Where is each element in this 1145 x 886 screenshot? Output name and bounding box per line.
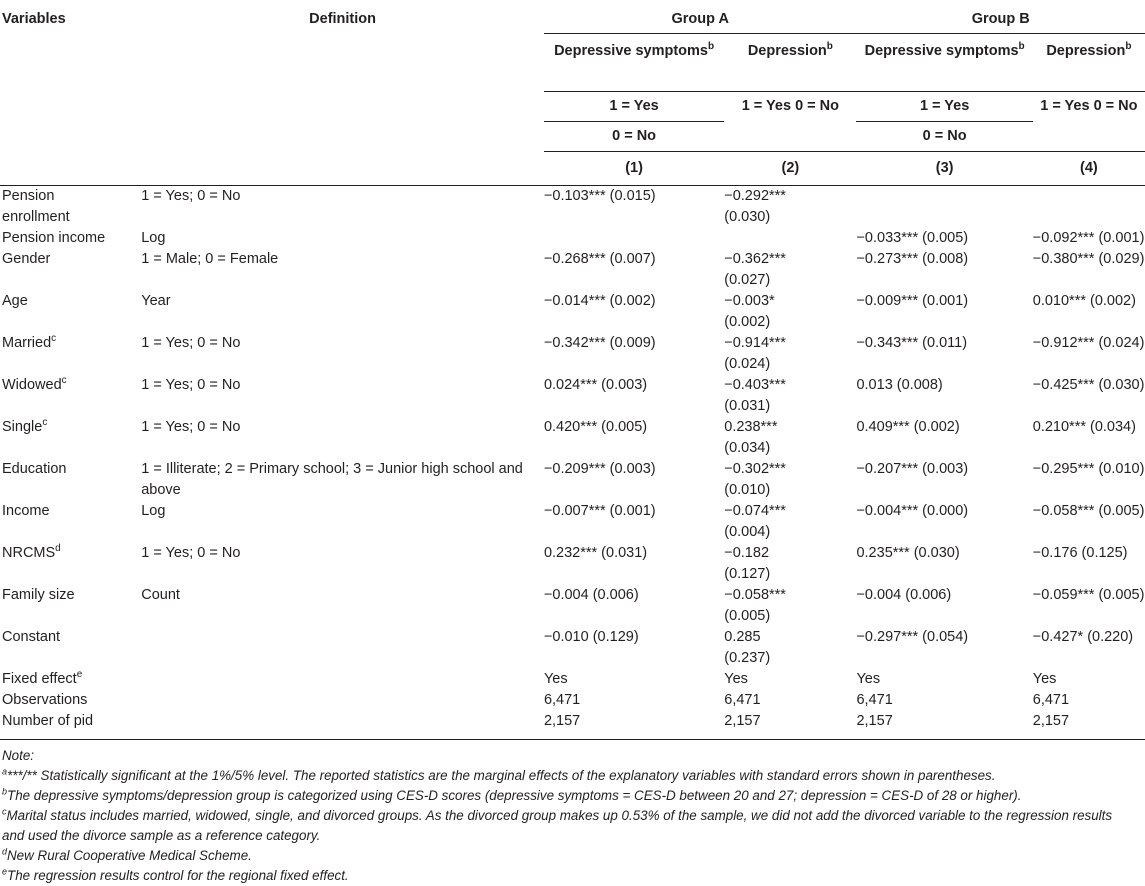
- cell-variable: Income: [2, 503, 50, 519]
- cell-col-3: −0.273*** (0.008): [856, 251, 969, 267]
- cell-definition: 1 = Illiterate; 2 = Primary school; 3 = Junior high school and above: [141, 461, 523, 498]
- header-a-depression: Depression$^b$: [724, 34, 856, 92]
- header-col-4: (4): [1033, 152, 1145, 186]
- cell-col-3: [856, 186, 1032, 229]
- note-d: $^d$New Rural Cooperative Medical Scheme.: [2, 846, 252, 863]
- cell-col-2: −0.074*** (0.004): [724, 503, 786, 540]
- note-e: $^e$The regression results control for the regional fixed effect.: [2, 866, 349, 883]
- cell-col-3: 2,157: [856, 711, 1032, 740]
- cell-col-4: −0.425*** (0.030): [1032, 377, 1145, 393]
- cell-variable: Age: [2, 293, 28, 309]
- header-variables: Variables: [2, 11, 66, 27]
- cell-definition: Year: [141, 293, 171, 309]
- cell-col-1: 0.232*** (0.031): [543, 545, 648, 561]
- header-a1-no: 0 = No: [544, 122, 724, 152]
- cell-col-1: −0.010 (0.129): [543, 629, 639, 645]
- cell-definition: 1 = Yes; 0 = No: [141, 545, 241, 561]
- table-row: [0, 669, 1145, 690]
- cell-col-2: −0.058*** (0.005): [724, 587, 786, 624]
- cell-col-1: −0.342*** (0.009): [543, 335, 656, 351]
- cell-definition: Log: [141, 230, 166, 246]
- header-group-b: Group B: [856, 0, 1145, 34]
- cell-col-3: −0.004*** (0.000): [856, 503, 969, 519]
- cell-variable: Pension enrollment: [2, 188, 70, 225]
- cell-col-3: 6,471: [856, 692, 893, 708]
- cell-col-1: −0.014*** (0.002): [543, 293, 656, 309]
- cell-variable: Observations: [2, 692, 88, 708]
- cell-col-2: 6,471: [724, 692, 761, 708]
- cell-definition: [141, 711, 544, 740]
- cell-col-4: −0.059*** (0.005): [1032, 587, 1145, 603]
- cell-variable: Family size: [2, 587, 75, 603]
- cell-definition: Count: [141, 587, 180, 603]
- cell-col-4: −0.912*** (0.024): [1032, 335, 1145, 351]
- cell-variable: Married$^c$: [2, 333, 57, 351]
- cell-definition: [141, 690, 544, 711]
- cell-definition: [141, 669, 544, 690]
- table-row: [0, 627, 1145, 669]
- table-header: [0, 0, 1145, 186]
- table-row: [0, 375, 1145, 417]
- note-b: $^b$The depressive symptoms/depression group is categorized using CES-D scores (depressive symptoms = CES-D between 20 and 27; depression = CES-D of 28 or higher).: [2, 786, 1022, 803]
- cell-variable: Fixed effect$^e$: [2, 669, 83, 687]
- table-row: [0, 585, 1145, 627]
- cell-col-2: 0.285 (0.237): [724, 629, 771, 666]
- cell-col-3: −0.207*** (0.003): [856, 461, 969, 477]
- cell-col-2: [724, 228, 856, 249]
- header-b3-yes: 1 = Yes: [856, 92, 1032, 122]
- cell-col-3: −0.009*** (0.001): [856, 293, 969, 309]
- cell-col-4: −0.058*** (0.005): [1032, 503, 1145, 519]
- table-row: [0, 228, 1145, 249]
- cell-col-2: −0.182 (0.127): [724, 545, 771, 582]
- note-c: $^c$Marital status includes married, widowed, single, and divorced groups. As the divorced group makes up 0.53% of the sample, we did not add the divorced variable to the regression results and used the divorce sample as a reference category.: [2, 806, 1113, 843]
- table-row: [0, 249, 1145, 291]
- cell-col-2: −0.003* (0.002): [724, 293, 775, 330]
- header-b-depressive-symptoms: Depressive symptoms$^b$: [856, 34, 1032, 92]
- cell-col-3: −0.033*** (0.005): [856, 230, 969, 246]
- cell-col-2: −0.403*** (0.031): [724, 377, 786, 414]
- table-row: [0, 690, 1145, 711]
- cell-variable: Number of pid: [0, 711, 141, 740]
- cell-definition: 1 = Yes; 0 = No: [141, 377, 241, 393]
- cell-col-4: 2,157: [1033, 711, 1145, 740]
- header-b4-yes-no: 1 = Yes 0 = No: [1040, 98, 1138, 115]
- cell-definition: [141, 627, 544, 669]
- cell-col-2: Yes: [724, 671, 748, 687]
- cell-col-2: 2,157: [724, 711, 856, 740]
- cell-col-1: 0.420*** (0.005): [543, 419, 648, 435]
- cell-col-2: −0.292*** (0.030): [724, 188, 786, 225]
- cell-col-1: 2,157: [544, 711, 724, 740]
- cell-col-3: −0.297*** (0.054): [856, 629, 969, 645]
- cell-col-3: −0.343*** (0.011): [856, 335, 968, 351]
- header-group-a: Group A: [544, 0, 857, 34]
- note-title: Note:: [2, 748, 35, 763]
- cell-definition: Log: [141, 503, 166, 519]
- cell-col-4: [1033, 186, 1145, 229]
- header-col-1: (1): [544, 152, 724, 186]
- cell-definition: 1 = Yes; 0 = No: [141, 335, 241, 351]
- cell-col-2: −0.914*** (0.024): [724, 335, 786, 372]
- cell-col-3: 0.235*** (0.030): [856, 545, 960, 561]
- cell-variable: Pension income: [2, 230, 106, 246]
- table-row: [0, 543, 1145, 585]
- table-row: [0, 333, 1145, 375]
- cell-col-1: −0.004 (0.006): [543, 587, 639, 603]
- cell-col-4: 0.010*** (0.002): [1032, 293, 1136, 309]
- cell-variable: Single$^c$: [2, 417, 48, 435]
- cell-col-3: 0.409*** (0.002): [856, 419, 960, 435]
- cell-variable: Education: [2, 461, 67, 477]
- cell-col-4: 6,471: [1032, 692, 1070, 708]
- cell-col-2: −0.362*** (0.027): [724, 251, 786, 288]
- header-col-3: (3): [856, 152, 1032, 186]
- note-a: $^a$***/** Statistically significant at the 1%/5% level. The reported statistics are the marginal effects of the explanatory variables with standard errors shown in parentheses.: [2, 766, 996, 783]
- header-b-depression: Depression$^b$: [1033, 34, 1145, 92]
- cell-variable: NRCMS$^d$: [2, 543, 61, 561]
- header-col-2: (2): [724, 152, 856, 186]
- cell-col-4: −0.295*** (0.010): [1032, 461, 1145, 477]
- cell-col-3: −0.004 (0.006): [856, 587, 952, 603]
- cell-col-3: 0.013 (0.008): [856, 377, 943, 393]
- cell-col-2: −0.302*** (0.010): [724, 461, 786, 498]
- cell-col-4: Yes: [1032, 671, 1057, 687]
- cell-col-4: −0.427* (0.220): [1032, 629, 1134, 645]
- cell-variable: Gender: [2, 251, 51, 267]
- cell-col-1: −0.007*** (0.001): [543, 503, 656, 519]
- table-body: [0, 186, 1145, 740]
- header-a1-yes: 1 = Yes: [544, 92, 724, 122]
- table-row: [0, 711, 1145, 740]
- cell-col-4: −0.380*** (0.029): [1032, 251, 1145, 267]
- table-row: [0, 417, 1145, 459]
- cell-col-4: −0.092*** (0.001): [1032, 230, 1145, 246]
- header-a-depressive-symptoms: Depressive symptoms$^b$: [544, 34, 724, 92]
- table-row: [0, 186, 1145, 229]
- cell-col-1: −0.268*** (0.007): [543, 251, 656, 267]
- cell-col-1: [544, 228, 724, 249]
- cell-variable: Widowed$^c$: [2, 375, 67, 393]
- table-row: [0, 501, 1145, 543]
- cell-col-1: −0.209*** (0.003): [543, 461, 656, 477]
- cell-col-1: 0.024*** (0.003): [543, 377, 648, 393]
- table-row: [0, 291, 1145, 333]
- cell-col-3: Yes: [856, 671, 881, 687]
- header-a2-yes-no: 1 = Yes 0 = No: [741, 98, 839, 115]
- cell-col-1: Yes: [543, 671, 568, 687]
- cell-definition: 1 = Yes; 0 = No: [141, 188, 241, 204]
- table-row: [0, 459, 1145, 501]
- cell-col-1: −0.103*** (0.015): [543, 188, 656, 204]
- cell-col-4: 0.210*** (0.034): [1032, 419, 1136, 435]
- header-definition: Definition: [309, 11, 377, 27]
- table-notes: [0, 740, 1137, 886]
- cell-col-1: 6,471: [543, 692, 581, 708]
- header-b3-no: 0 = No: [856, 122, 1032, 152]
- cell-definition: 1 = Male; 0 = Female: [141, 251, 279, 267]
- cell-col-4: −0.176 (0.125): [1032, 545, 1128, 561]
- cell-variable: Constant: [2, 629, 61, 645]
- cell-definition: 1 = Yes; 0 = No: [141, 419, 241, 435]
- cell-col-2: 0.238*** (0.034): [724, 419, 778, 456]
